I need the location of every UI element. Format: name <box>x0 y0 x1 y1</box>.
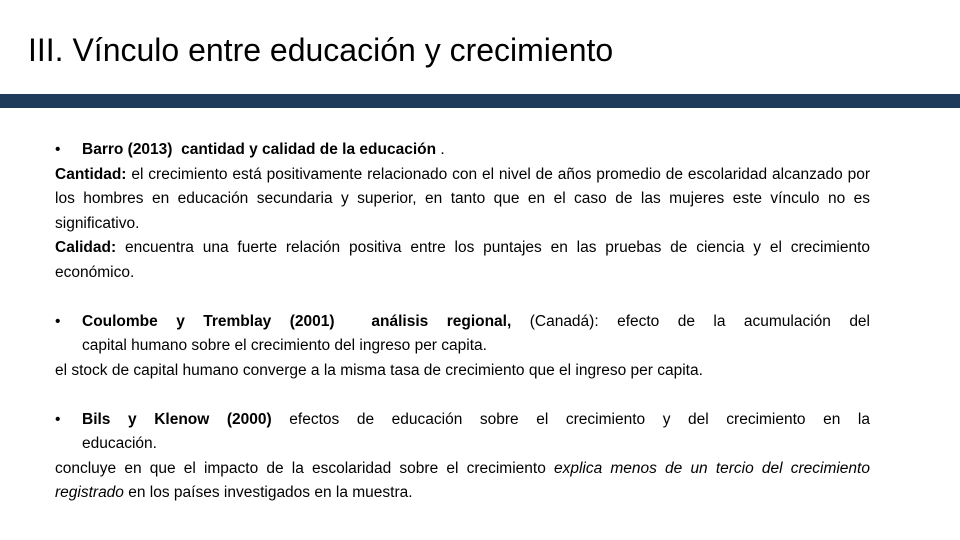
bils-conclusion-start: concluye en que el impacto de la escolaridad sobre el crecimiento <box>55 459 554 477</box>
bils-bullet <box>55 408 870 433</box>
barro-calidad <box>55 236 870 285</box>
barro-topic-end: . <box>436 141 445 158</box>
bils-author: Bils y Klenow (2000) <box>82 410 272 428</box>
coulombe-bullet <box>55 310 870 335</box>
barro-topic: cantidad y calidad de la educación <box>181 141 437 158</box>
coulombe-text-cont: capital humano sobre el crecimiento del ingreso per capita. <box>82 337 487 354</box>
bils-text-first: efectos de educación sobre el crecimiento y del crecimiento en la <box>271 410 870 428</box>
bils-text-cont: educación. <box>82 435 157 452</box>
coulombe-text-first: (Canadá): efecto de la acumulación del <box>511 312 870 330</box>
cantidad-text: el crecimiento está positivamente relacionado con el nivel de años promedio de escolaridad alcanzado por los hombres en educación secundaria y superior, en tanto que en el caso de las mujeres este vínculo no es significativo. <box>55 165 870 232</box>
title-accent-bar <box>0 94 960 108</box>
calidad-label: Calidad: <box>55 239 117 256</box>
barro-author: Barro (2013) <box>82 141 173 158</box>
calidad-text: encuentra una fuerte relación positiva entre los puntajes en las pruebas de ciencia y el crecimiento económico. <box>55 239 870 281</box>
bullet-icon: • <box>55 312 61 330</box>
bils-conclusion-end: en los países investigados en la muestra. <box>123 484 413 501</box>
barro-bullet <box>55 138 870 163</box>
coulombe-topic: análisis regional, <box>371 312 512 330</box>
bullet-icon: • <box>55 410 61 428</box>
slide-title: III. Vínculo entre educación y crecimiento <box>28 32 614 68</box>
bullet-icon: • <box>55 141 61 158</box>
bils-conclusion <box>55 457 870 506</box>
coulombe-author: Coulombe y Tremblay (2001) <box>82 312 335 330</box>
slide-body <box>55 138 870 506</box>
coulombe-note: el stock de capital humano converge a la misma tasa de crecimiento que el ingreso per capita. <box>55 361 703 379</box>
barro-cantidad <box>55 163 870 237</box>
bils-conclusion-italic: explica menos de un tercio del crecimiento registrado <box>55 459 870 501</box>
cantidad-label: Cantidad: <box>55 165 127 183</box>
